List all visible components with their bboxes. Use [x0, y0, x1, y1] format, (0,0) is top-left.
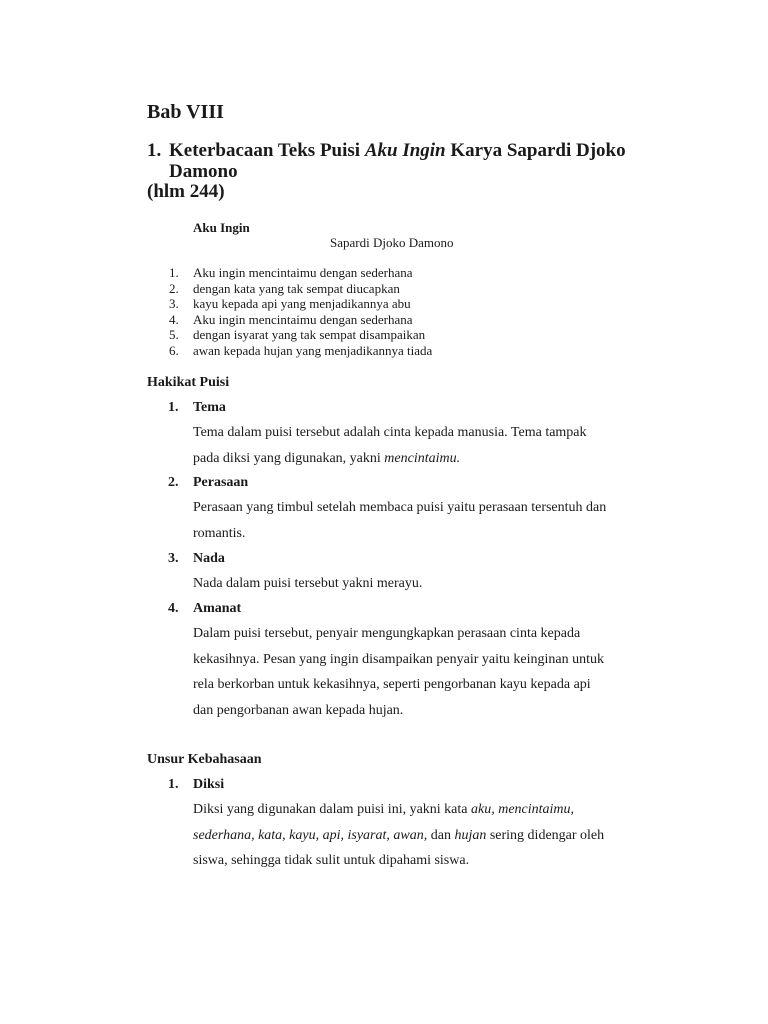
hakikat-item-label: Nada — [193, 551, 225, 566]
poem-line-text: Aku ingin mencintaimu dengan sederhana — [193, 265, 413, 280]
kebahasaan-text-italic: sederhana, kata, kayu, api, isyarat, awan, — [193, 828, 428, 843]
kebahasaan-text-mid: dan — [427, 828, 455, 843]
kebahasaan-text-suffix: sering didengar oleh — [486, 828, 605, 843]
hakikat-item-label: Tema — [193, 400, 226, 415]
hakikat-item-text — [193, 451, 460, 467]
hakikat-item-text: Perasaan yang timbul setelah membaca puisi yaitu perasaan tersentuh dan — [193, 500, 607, 515]
chapter-heading: Bab VIII — [147, 101, 224, 123]
hakikat-item-number: 1. — [168, 400, 179, 415]
kebahasaan-item-text: siswa, sehingga tidak sulit untuk dipahami siswa. — [193, 853, 470, 868]
hakikat-item-text-italic: mencintaimu. — [384, 451, 461, 466]
hakikat-item-text: Tema dalam puisi tersebut adalah cinta kepada manusia. Tema tampak — [193, 425, 587, 440]
section-title-italic: Aku Ingin — [364, 140, 446, 161]
poem-line-number: 1. — [169, 265, 179, 280]
hakikat-item-number: 4. — [168, 601, 179, 616]
hakikat-item-text-prefix: pada diksi yang digunakan, yakni — [193, 451, 385, 466]
hakikat-item-number: 2. — [168, 475, 179, 490]
kebahasaan-item-number: 1. — [168, 777, 179, 792]
hakikat-item-text: kekasihnya. Pesan yang ingin disampaikan penyair yaitu keinginan untuk — [193, 652, 604, 667]
kebahasaan-heading: Unsur Kebahasaan — [147, 752, 262, 767]
poem-author: Sapardi Djoko Damono — [330, 235, 454, 250]
poem-line-number: 6. — [169, 342, 179, 358]
kebahasaan-item-label: Diksi — [193, 777, 225, 792]
section-title-line2: Damono — [169, 161, 238, 182]
section-page-ref: (hlm 244) — [147, 181, 225, 202]
hakikat-item-text: dan pengorbanan awan kepada hujan. — [193, 703, 404, 718]
hakikat-item-text: Nada dalam puisi tersebut yakni merayu. — [193, 576, 423, 591]
hakikat-item-label: Amanat — [193, 601, 242, 616]
section-title-part2: Karya Sapardi Djoko — [445, 140, 626, 161]
section-number: 1. — [147, 140, 162, 161]
poem-line-text: kayu kepada api yang menjadikannya abu — [193, 296, 411, 312]
section-title-part1: Keterbacaan Teks Puisi — [169, 140, 365, 161]
hakikat-item-text: romantis. — [193, 526, 246, 541]
hakikat-item-text: rela berkorban untuk kekasihnya, seperti pengorbanan kayu kepada api — [193, 677, 591, 692]
poem-line-number: 4. — [169, 311, 179, 327]
kebahasaan-item-text — [193, 828, 604, 844]
poem-line-number: 3. — [169, 296, 179, 312]
kebahasaan-text-prefix: Diksi yang digunakan dalam puisi ini, yakni kata — [193, 802, 472, 817]
kebahasaan-text-italic: hujan — [454, 828, 487, 843]
poem-line-text: dengan kata yang tak sempat diucapkan — [193, 280, 400, 296]
poem-title: Aku Ingin — [193, 220, 250, 235]
kebahasaan-text-italic: aku, mencintaimu, — [471, 802, 575, 817]
kebahasaan-item-text — [193, 802, 574, 818]
hakikat-item-text: Dalam puisi tersebut, penyair mengungkapkan perasaan cinta kepada — [193, 626, 581, 641]
hakikat-item-number: 3. — [168, 551, 179, 566]
poem-line-text: dengan isyarat yang tak sempat disampaikan — [193, 327, 426, 343]
poem-line-text: awan kepada hujan yang menjadikannya tiada — [193, 342, 433, 358]
section-heading — [147, 140, 626, 162]
poem-line-number: 2. — [169, 280, 179, 296]
hakikat-item-label: Perasaan — [193, 475, 249, 490]
section-title — [169, 140, 626, 162]
poem-line-text: Aku ingin mencintaimu dengan sederhana — [193, 311, 413, 327]
hakikat-heading: Hakikat Puisi — [147, 375, 230, 390]
poem-line-number: 5. — [169, 327, 179, 343]
